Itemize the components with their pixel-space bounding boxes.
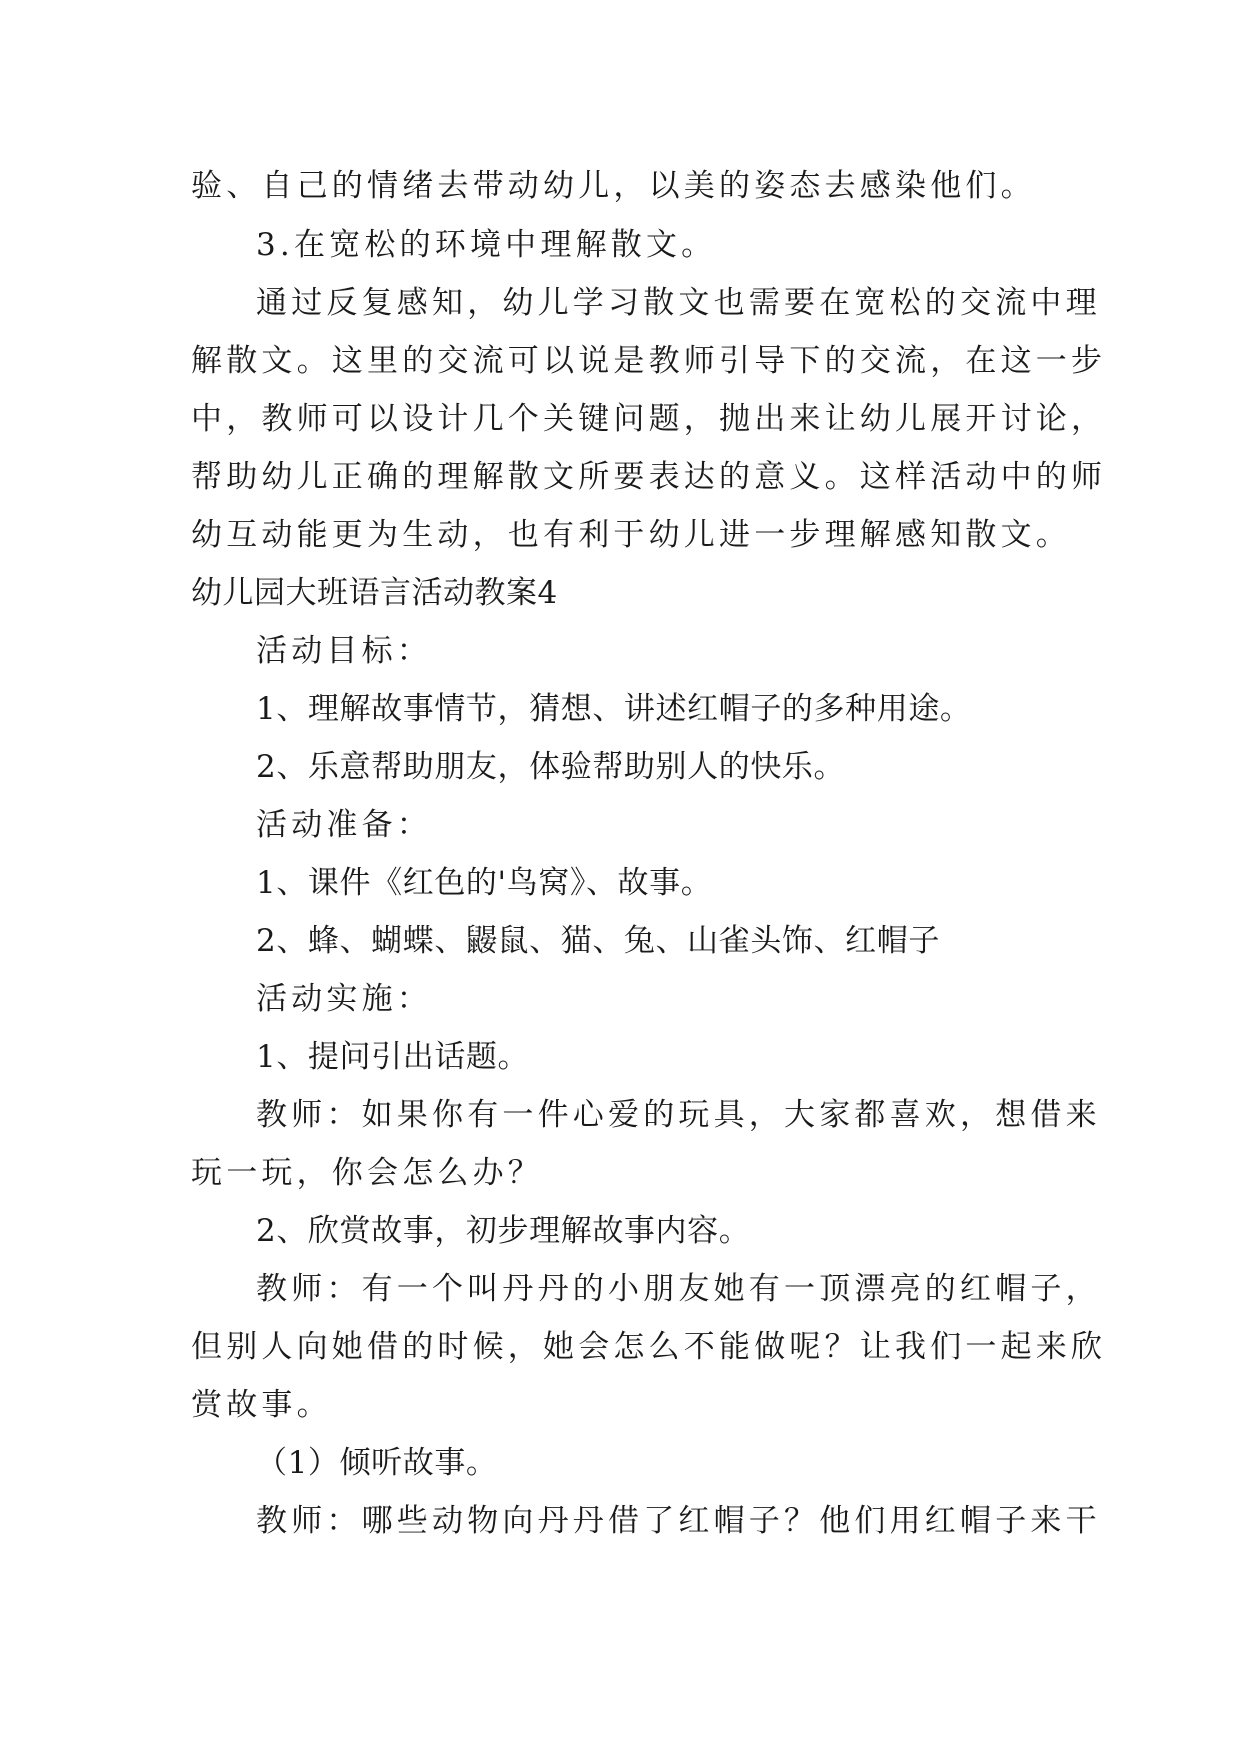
paragraph-line: 玩一玩，你会怎么办？ — [191, 1155, 543, 1191]
paragraph-line: 幼互动能更为生动，也有利于幼儿进一步理解感知散文。 — [191, 517, 1071, 553]
paragraph-line: 帮助幼儿正确的理解散文所要表达的意义。这样活动中的师 — [191, 459, 1107, 495]
paragraph-line: 教师：有一个叫丹丹的小朋友她有一顶漂亮的红帽子， — [256, 1271, 1101, 1307]
list-item: 2、乐意帮助朋友，体验帮助别人的快乐。 — [256, 749, 846, 785]
list-item: 1、课件《红色的'鸟窝》、故事。 — [256, 865, 713, 901]
paragraph-line: 赏故事。 — [191, 1387, 332, 1423]
section-heading: 活动准备： — [256, 807, 432, 843]
document-title: 幼儿园大班语言活动教案4 — [191, 575, 558, 611]
list-item: （1）倾听故事。 — [256, 1445, 498, 1481]
list-item: 2、欣赏故事，初步理解故事内容。 — [256, 1213, 751, 1249]
text-line: 验、自己的情绪去带动幼儿，以美的姿态去感染他们。 — [191, 168, 1036, 204]
paragraph-line: 教师：如果你有一件心爱的玩具，大家都喜欢，想借来 — [256, 1097, 1101, 1133]
paragraph-line: 通过反复感知，幼儿学习散文也需要在宽松的交流中理 — [256, 285, 1101, 321]
list-item: 1、理解故事情节，猜想、讲述红帽子的多种用途。 — [256, 691, 972, 727]
section-heading: 活动实施： — [256, 981, 432, 1017]
paragraph-line: 解散文。这里的交流可以说是教师引导下的交流，在这一步 — [191, 343, 1107, 379]
paragraph-line: 中，教师可以设计几个关键问题，抛出来让幼儿展开讨论， — [191, 401, 1107, 437]
paragraph-line: 但别人向她借的时候，她会怎么不能做呢？让我们一起来欣 — [191, 1329, 1107, 1365]
list-item: 2、蜂、蝴蝶、鼹鼠、猫、兔、山雀头饰、红帽子 — [256, 923, 940, 959]
list-item: 1、提问引出话题。 — [256, 1039, 530, 1075]
paragraph-line: 教师：哪些动物向丹丹借了红帽子？他们用红帽子来干 — [256, 1503, 1101, 1539]
section-heading: 活动目标： — [256, 633, 432, 669]
section-heading: 3.在宽松的环境中理解散文。 — [256, 227, 717, 263]
